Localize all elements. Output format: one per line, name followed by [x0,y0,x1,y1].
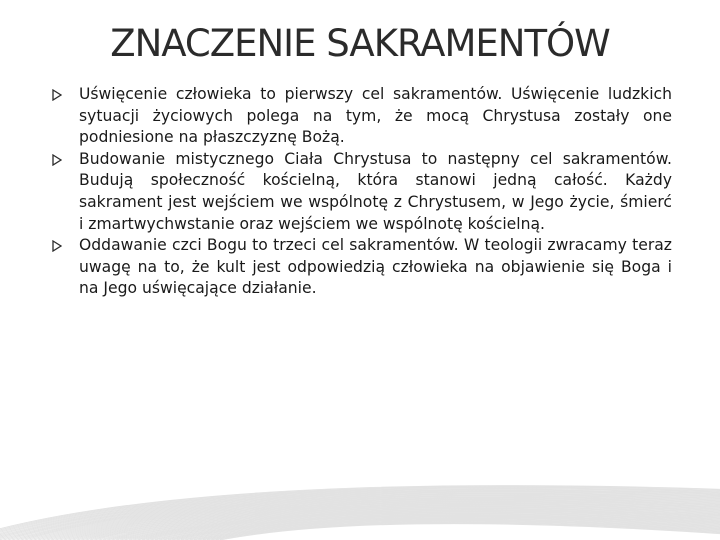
bullet-list [52,84,672,300]
arrowhead-bullet-icon [52,240,62,252]
decorative-line-pattern [0,450,720,540]
bullet-item [52,84,672,149]
bullet-text: Oddawanie czci Bogu to trzeci cel sakramentów. W teologii zwracamy teraz uwagę na to, że kult jest odpowiedzią człowieka na objawienie się Boga i na Jego uświęcające działanie. [79,236,672,298]
arrowhead-bullet-icon [52,89,62,101]
arrowhead-bullet-icon [52,154,62,166]
bullet-text: Budowanie mistycznego Ciała Chrystusa to następny cel sakramentów. Budują społeczność kościelną, która stanowi jedną całość. Każdy sakrament jest wejściem we wspólnotę z Chrystusem, w Jego życie, śmierć i zmartwychwstanie oraz wejściem we wspólnotę kościelną. [79,149,672,233]
bullet-text: Uświęcenie człowieka to pierwszy cel sakramentów. Uświęcenie ludzkich sytuacji życiowych polega na tym, że mocą Chrystusa zostały one podniesione na płaszczyznę Bożą. [79,85,672,147]
bullet-item [52,235,672,300]
bullet-item [52,149,672,235]
slide-title: ZNACZENIE SAKRAMENTÓW [110,22,610,65]
